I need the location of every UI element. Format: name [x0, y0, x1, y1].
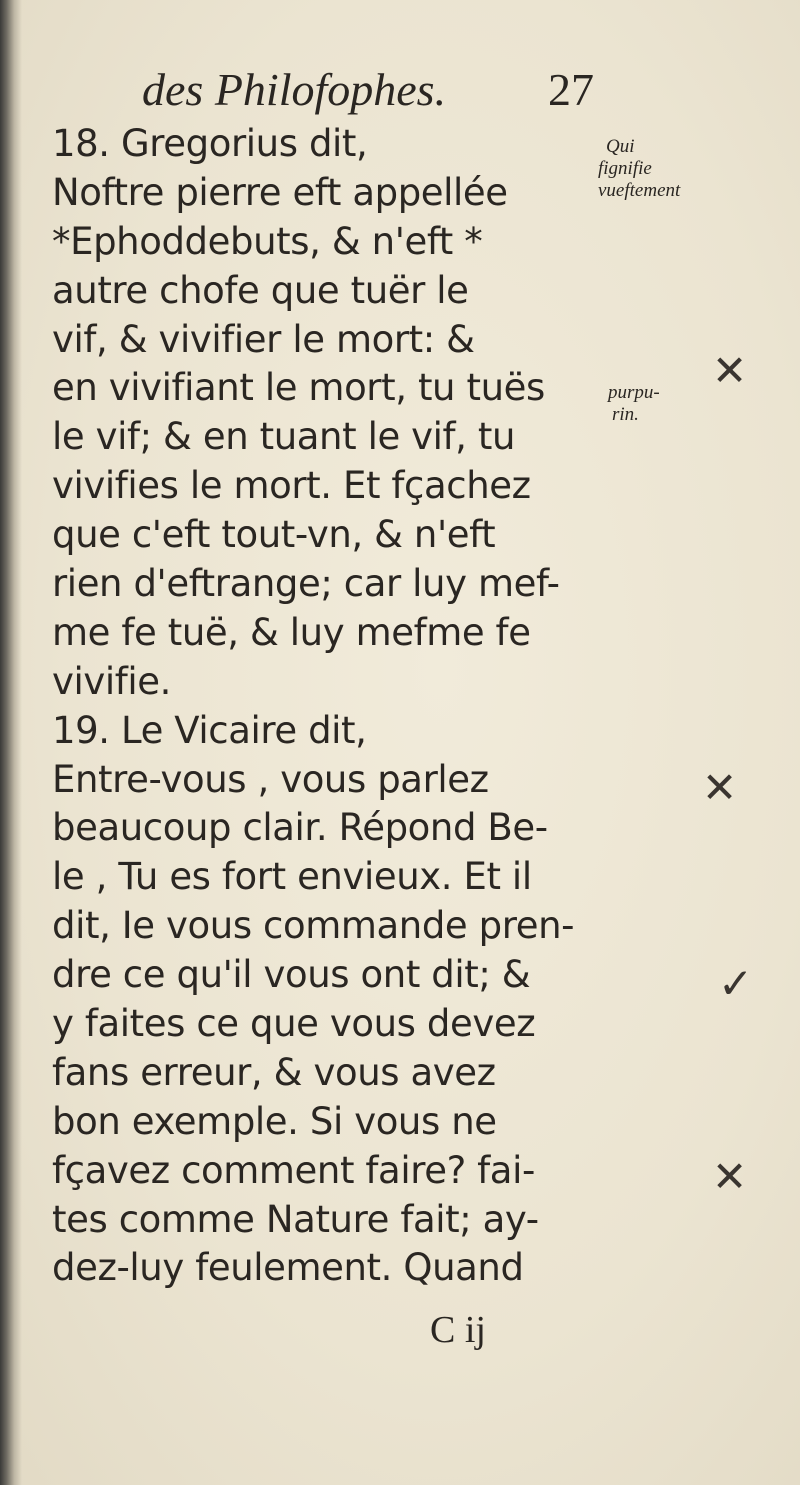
- text-line: beaucoup clair. Répond Be-: [52, 806, 548, 850]
- cross-mark-icon: ✕: [712, 1152, 748, 1201]
- text-line: dit, Ie vous commande pren-: [52, 904, 575, 948]
- text-line: vif, & vivifier le mort: &: [52, 317, 475, 361]
- text-line: tes comme Nature fait; ay-: [52, 1197, 539, 1241]
- text-line: vivifie.: [52, 659, 171, 703]
- margin-note: purpu-: [608, 382, 660, 403]
- signature-mark: C ij: [430, 1309, 486, 1351]
- margin-note: Qui: [606, 136, 635, 157]
- margin-note: rin.: [612, 404, 639, 425]
- text-line: le , Tu es fort envieux. Et il: [52, 855, 532, 899]
- text-line: bon exemple. Si vous ne: [52, 1099, 497, 1143]
- v-mark-icon: ✓: [718, 959, 754, 1008]
- text-line: autre chofe que tuër le: [52, 268, 469, 312]
- text-line: 18. Gregorius dit,: [52, 122, 368, 165]
- text-line: y faites ce que vous devez: [52, 1002, 536, 1046]
- binding-edge: [0, 0, 22, 1485]
- text-line: que c'eft tout-vn, & n'eft: [52, 513, 496, 557]
- cross-mark-icon: ✕: [712, 346, 748, 395]
- text-line: fans erreur, & vous avez: [52, 1050, 496, 1094]
- text-line: vivifies le mort. Et fçachez: [52, 464, 531, 508]
- text-line: fçavez comment faire? fai-: [52, 1148, 535, 1192]
- text-line: rien d'eftrange; car luy mef-: [52, 562, 560, 606]
- margin-note: fignifie: [598, 158, 652, 179]
- text-line: dre ce qu'il vous ont dit; &: [52, 953, 531, 997]
- running-title: des Philofophes.: [142, 64, 447, 115]
- cross-mark-icon: ✕: [702, 763, 738, 812]
- text-line: 19. Le Vicaire dit,: [52, 708, 367, 752]
- page-number: 27: [548, 64, 594, 115]
- text-line: Entre-vous , vous parlez: [52, 757, 489, 801]
- margin-note: vueftement: [598, 180, 681, 201]
- text-line: dez-luy feulement. Quand: [52, 1246, 524, 1290]
- text-line: le vif; & en tuant le vif, tu: [52, 415, 516, 459]
- running-head: [0, 62, 800, 122]
- text-line: *Ephoddebuts, & n'eft *: [52, 219, 483, 263]
- text-line: Noftre pierre eft appellée: [52, 170, 508, 214]
- text-line: en vivifiant le mort, tu tuës: [52, 366, 545, 410]
- body-text: [52, 120, 612, 1293]
- text-line: me fe tuë, & luy mefme fe: [52, 610, 531, 654]
